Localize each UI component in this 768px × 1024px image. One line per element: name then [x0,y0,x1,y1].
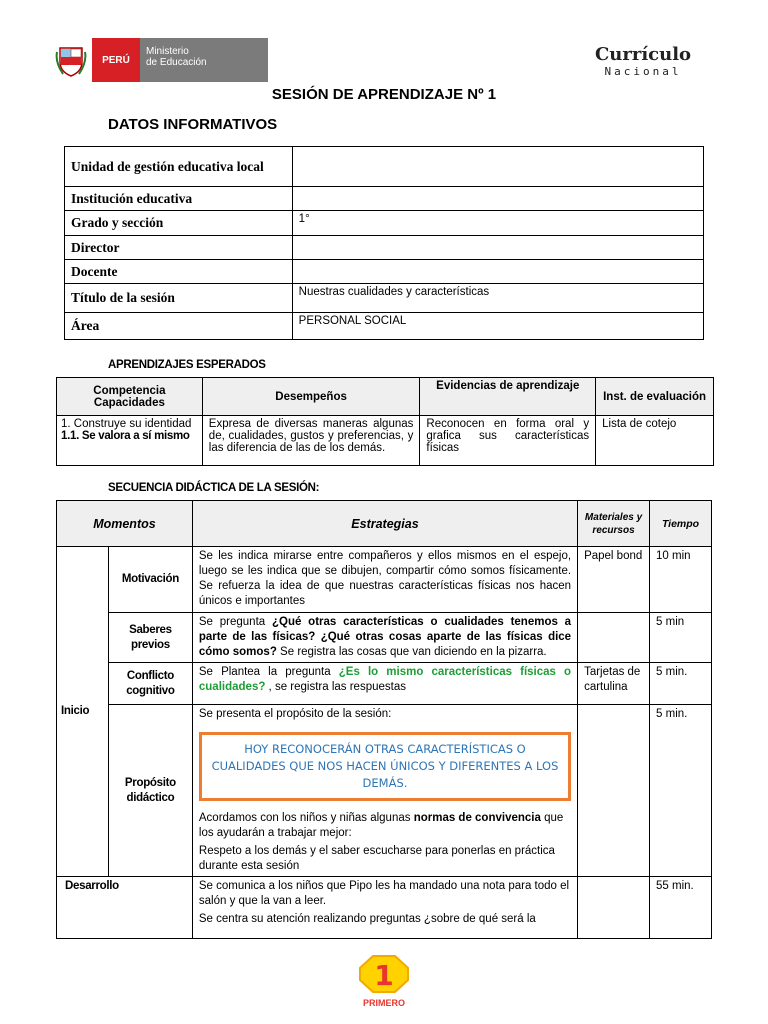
octagon-icon [356,954,412,994]
competencia-text: 1. Construye su identidad [61,418,192,430]
info-value: Nuestras cualidades y características [292,284,703,313]
moment-saberes: Saberes previos [108,613,192,663]
session-title: SESIÓN DE APRENDIZAJE Nº 1 [271,86,497,103]
respeto-text: Respeto a los demás y el saber escucharse para ponerlas en práctica durante esta sesión [198,845,555,872]
aprendizajes-table [56,377,714,466]
header-momentos: Momentos [57,501,193,547]
curriculo-nacional-logo [588,44,698,78]
desarrollo-text [192,877,577,939]
evidencia-cell: Reconocen en forma oral y grafica sus características físicas [420,416,596,466]
info-value [292,187,703,211]
header-tiempo: Tiempo [650,501,712,547]
acuerdo-post: que los ayudarán a trabajar mejor: [198,812,564,839]
secuencia-header-row [57,501,712,547]
info-label: Docente [65,260,293,284]
capacidad-text: 1.1. Se valora a sí mismo [61,430,190,442]
aprendizajes-title: APRENDIZAJES ESPERADOS [108,359,266,371]
purpose-box: HOY RECONOCERÁN OTRAS CARACTERÍSTICAS O CUALIDADES QUE NOS HACEN ÚNICOS Y DIFERENTES A LOS DEMÁS. [199,732,571,801]
proposito-intro: Se presenta el propósito de la sesión: [198,708,392,720]
moment-desarrollo: Desarrollo [57,877,193,939]
moment-conflicto: Conflicto cognitivo [108,663,192,705]
info-row [65,260,704,284]
info-value [292,236,703,260]
info-row [65,284,704,313]
header-evidencias: Evidencias de aprendizaje [420,378,596,416]
proposito-text [192,705,577,877]
motivacion-text: Se les indica mirarse entre compañeros y ellos mismos en el espejo, luego se les indica que se dibujen, compartir cómo somos físicamente. Se refuerza la idea de que nuestras características físicas nos hacen únicos e importantes [192,547,577,613]
ministerio-line1: Ministerio [146,46,189,57]
info-row [65,147,704,187]
moment-proposito: Propósito didáctico [108,705,192,877]
curriculo-line2: Nacional [604,65,682,78]
info-value [292,260,703,284]
table-row [57,547,712,613]
acuerdo-bold: normas de convivencia [413,812,541,824]
conflicto-pre: Se Plantea la pregunta [198,666,339,678]
ministerio-label [140,38,268,82]
conflicto-post: , se registra las respuestas [265,681,406,693]
saberes-pre: Se pregunta [198,616,272,628]
conflicto-material: Tarjetas de cartulina [578,663,650,705]
secuencia-table [56,500,712,939]
header-competencia-label: Competencia [93,384,166,397]
saberes-question: ¿Qué otras características o cualidades tenemos a parte de las físicas? ¿Qué otras cosas aparte de las físicas dice cómo somos? [198,616,572,658]
proposito-material [578,705,650,877]
table-row [57,663,712,705]
badge-number: 1 [374,959,394,992]
desarrollo-text2: Se centra su atención realizando preguntas ¿sobre de qué será la [198,913,536,925]
info-label: Grado y sección [65,211,293,236]
header-desempenos: Desempeños [202,378,420,416]
moment-motivacion: Motivación [108,547,192,613]
peru-label: PERÚ [92,38,140,82]
info-row [65,187,704,211]
info-label: Área [65,313,293,340]
header-instrumento: Inst. de evaluación [596,378,714,416]
header-materiales: Materiales y recursos [578,501,650,547]
primero-badge [356,954,412,1010]
saberes-time: 5 min [650,613,712,663]
motivacion-material: Papel bond [578,547,650,613]
conflicto-question: ¿Es lo mismo características físicas o cualidades? [198,666,572,693]
header-estrategias: Estrategias [192,501,577,547]
header-capacidades-label: Capacidades [93,396,165,409]
conflicto-time: 5 min. [650,663,712,705]
minedu-logo [50,38,268,82]
info-value [292,147,703,187]
info-label: Director [65,236,293,260]
aprendizajes-header-row [57,378,714,416]
desarrollo-text1: Se comunica a los niños que Pipo les ha mandado una nota para todo el salón y que la van a leer. [198,880,570,907]
desarrollo-material [578,877,650,939]
coat-of-arms-icon [50,38,92,82]
datos-title: DATOS INFORMATIVOS [108,116,278,133]
info-value: PERSONAL SOCIAL [292,313,703,340]
aprendizajes-row [57,416,714,466]
table-row [57,705,712,877]
saberes-text [192,613,577,663]
info-label: Unidad de gestión educativa local [65,147,293,187]
saberes-material [578,613,650,663]
secuencia-title: SECUENCIA DIDÁCTICA DE LA SESIÓN: [108,482,320,494]
conflicto-text [192,663,577,705]
info-label: Título de la sesión [65,284,293,313]
instrumento-cell: Lista de cotejo [596,416,714,466]
desarrollo-time: 55 min. [650,877,712,939]
proposito-time: 5 min. [650,705,712,877]
info-table [64,146,704,340]
curriculo-line1: Currículo [594,44,692,65]
acuerdo-text [199,811,571,841]
badge-label: PRIMERO [362,998,405,1008]
info-value: 1° [292,211,703,236]
saberes-post: Se registra las cosas que van diciendo en la pizarra. [276,646,547,658]
competencia-cell [57,416,203,466]
header-competencia [57,378,203,416]
info-row [65,236,704,260]
motivacion-time: 10 min [650,547,712,613]
info-row [65,211,704,236]
acuerdo-pre: Acordamos con los niños y niñas algunas [198,812,414,824]
desempeno-cell: Expresa de diversas maneras algunas de, cualidades, gustos y preferencias, y las diferencia de las de los demás. [202,416,420,466]
info-label: Institución educativa [65,187,293,211]
info-row [65,313,704,340]
table-row [57,877,712,939]
ministerio-line2: de Educación [146,57,207,68]
table-row [57,613,712,663]
moment-inicio: Inicio [57,547,109,877]
